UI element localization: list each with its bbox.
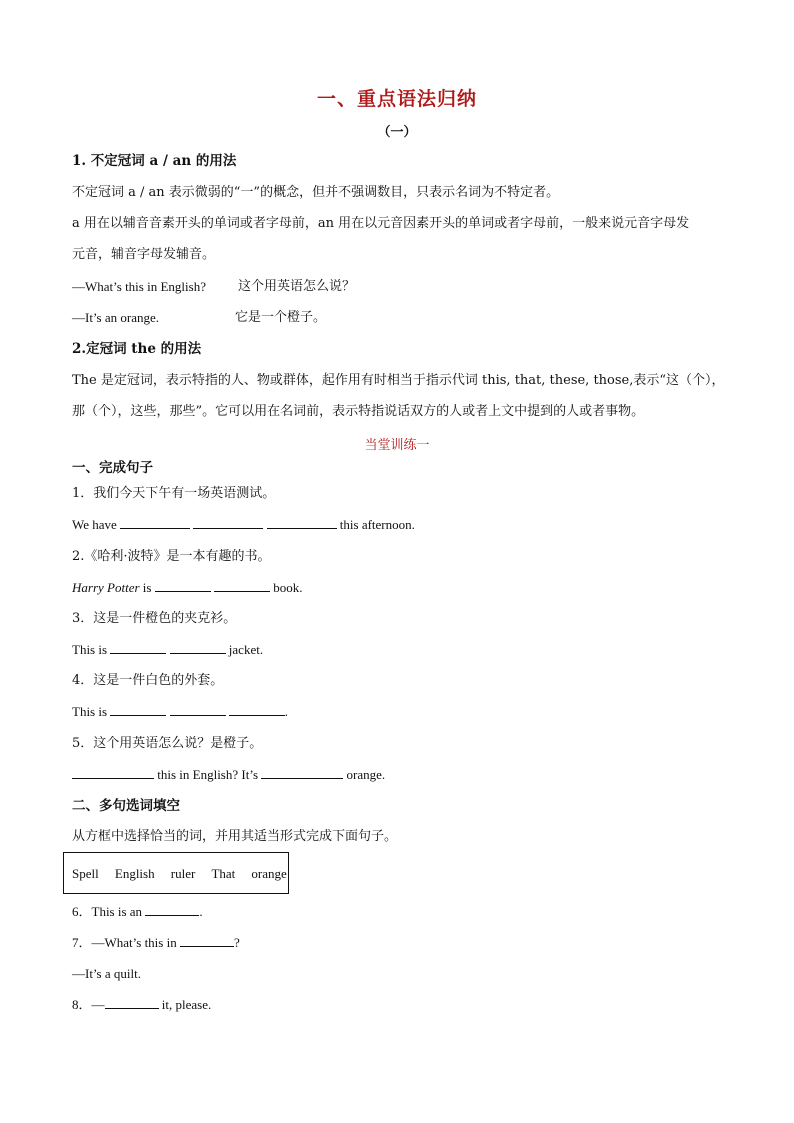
answer-blank[interactable] [193, 516, 263, 529]
question-4-english [72, 703, 288, 721]
question-4-text-a: This is [72, 704, 108, 719]
answer-blank[interactable] [170, 703, 226, 716]
part-2-instruction: 从方框中选择恰当的词，并用其适当形式完成下面句子。 [72, 829, 398, 844]
answer-blank[interactable] [110, 703, 166, 716]
practice-title: 当堂训练一 [364, 438, 430, 453]
section-1-paragraph-2-line-1: a 用在以辅音音素开头的单词或者字母前，an 用在以元音因素开头的单词或者字母前，一般来说元音字母发 [72, 216, 690, 231]
word-bank-item: orange [251, 866, 287, 881]
question-2-english [72, 579, 302, 597]
question-6-text-b: . [199, 904, 203, 919]
question-1-text-a: We have [72, 517, 117, 532]
part-2-heading: 二、多句选词填空 [72, 798, 180, 814]
example-2-english: —It’s an orange. [72, 310, 160, 325]
question-2-text-b: is [142, 580, 152, 595]
answer-blank[interactable] [267, 516, 337, 529]
question-6-text-a: 6．This is an [72, 904, 143, 919]
question-5-text-a: this in English? It’s [157, 767, 258, 782]
question-7-text-a: 7．—What’s this in [72, 935, 177, 950]
answer-blank[interactable] [120, 516, 190, 529]
question-7-reply: —It’s a quilt. [72, 966, 141, 981]
question-1-english [72, 516, 415, 534]
answer-blank[interactable] [229, 703, 285, 716]
answer-blank[interactable] [170, 641, 226, 654]
book-title: Harry Potter [72, 580, 140, 595]
section-2-heading: 2.定冠词 the 的用法 [72, 341, 202, 357]
answer-blank[interactable] [180, 934, 234, 947]
section-2-paragraph-line-2: 那（个），这些，那些”。它可以用在名词前，表示特指说话双方的人或者上文中提到的人或者事物。 [72, 404, 645, 419]
word-bank-item: Spell [72, 866, 99, 881]
part-1-heading: 一、完成句子 [72, 460, 153, 476]
answer-blank[interactable] [110, 641, 166, 654]
question-1-chinese: 1．我们今天下午有一场英语测试。 [72, 486, 276, 501]
word-bank-box [63, 852, 289, 894]
word-bank-item: That [211, 866, 236, 881]
question-5-chinese: 5．这个用英语怎么说？是橙子。 [72, 736, 263, 751]
section-1-paragraph-1: 不定冠词 a / an 表示微弱的“一”的概念，但并不强调数目，只表示名词为不特定者。 [72, 185, 560, 200]
section-2-paragraph-line-1: The 是定冠词，表示特指的人、物或群体，起作用有时相当于指示代词 this, that, these, those,表示“这（个）， [72, 373, 725, 388]
question-7-text-b: ? [233, 935, 240, 950]
question-4-chinese: 4．这是一件白色的外套。 [72, 673, 224, 688]
answer-blank[interactable] [261, 766, 343, 779]
question-4-text-b: . [284, 704, 289, 719]
answer-blank[interactable] [105, 996, 159, 1009]
example-1-english: —What’s this in English? [72, 279, 206, 294]
question-8-text-b: it, please. [161, 997, 212, 1012]
word-bank-item: English [114, 866, 155, 881]
example-2-chinese: 它是一个橙子。 [235, 310, 327, 325]
question-3-english [72, 641, 263, 659]
answer-blank[interactable] [145, 903, 199, 916]
answer-blank[interactable] [72, 766, 154, 779]
question-1-text-b: this afternoon. [339, 517, 415, 532]
question-2-text-c: book. [273, 580, 303, 595]
question-6 [72, 903, 203, 921]
question-7 [72, 934, 240, 952]
question-5-text-b: orange. [346, 767, 386, 782]
question-8-text-a: 8．— [72, 997, 105, 1012]
question-3-text-a: This is [72, 642, 108, 657]
question-3-chinese: 3．这是一件橙色的夹克衫。 [72, 611, 237, 626]
section-1-heading: 1. 不定冠词 a / an 的用法 [72, 153, 237, 169]
example-1-chinese: 这个用英语怎么说？ [238, 279, 356, 294]
answer-blank[interactable] [155, 579, 211, 592]
question-5-english [72, 766, 385, 784]
word-bank [72, 866, 287, 882]
page-subtitle: （一） [377, 125, 417, 140]
word-bank-item: ruler [170, 866, 196, 881]
question-3-text-b: jacket. [228, 642, 264, 657]
answer-blank[interactable] [214, 579, 270, 592]
page-title: 一、重点语法归纳 [316, 88, 477, 110]
question-8 [72, 996, 211, 1014]
question-2-chinese: 2.《哈利·波特》是一本有趣的书。 [72, 549, 271, 564]
section-1-paragraph-2-line-2: 元音，辅音字母发辅音。 [72, 247, 216, 262]
